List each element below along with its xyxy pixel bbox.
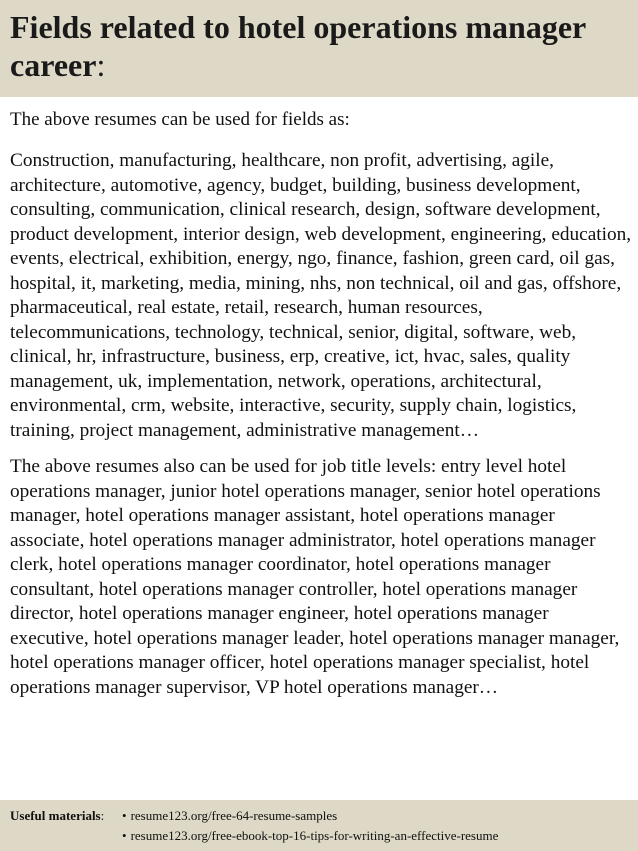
title-banner (0, 0, 638, 97)
intro-text: The above resumes can be used for fields as: (10, 109, 350, 130)
bullet-icon: • (122, 808, 127, 823)
fields-paragraph: Construction, manufacturing, healthcare, non profit, advertising, agile, architecture, automotive, agency, budget, building, business development, consulting, communication, clinical research, design, software development, product development, interior design, web development, engineering, education, events, electrical, exhibition, energy, ngo, finance, fashion, green card, oil gas, hospital, it, marketing, media, mining, nhs, non technical, oil and gas, offshore, pharmaceutical, real estate, retail, research, human resources, telecommunications, technology, technical, senior, digital, software, web, clinical, hr, infrastructure, business, erp, creative, ict, hvac, sales, quality management, uk, implementation, network, operations, architectural, environmental, crm, website, interactive, security, supply chain, logistics, training, project management, administrative management… (10, 150, 632, 441)
footer-link-2[interactable] (122, 826, 498, 846)
bullet-icon: • (122, 828, 127, 843)
footer-label-spacer (10, 826, 122, 846)
page-title-text: Fields related to hotel operations manager career (10, 9, 586, 83)
job-levels-paragraph: The above resumes also can be used for job title levels: entry level hotel operations manager, junior hotel operations manager, senior hotel operations manager, hotel operations manager assistant, hotel operations manager associate, hotel operations manager administrator, hotel operations manager clerk, hotel operations manager coordinator, hotel operations manager consultant, hotel operations manager controller, hotel operations manager director, hotel operations manager engineer, hotel operations manager executive, hotel operations manager leader, hotel operations manager manager, hotel operations manager officer, hotel operations manager specialist, hotel operations manager supervisor, VP hotel operations manager… (10, 456, 620, 698)
page-title-colon: : (96, 47, 106, 83)
page-title (10, 8, 628, 84)
footer-row-1 (10, 806, 628, 826)
main-content (10, 108, 632, 712)
footer-link-1-text[interactable]: resume123.org/free-64-resume-samples (130, 808, 338, 823)
useful-materials-label-text: Useful materials (10, 808, 101, 823)
footer-row-2 (10, 826, 628, 846)
useful-materials-label (10, 806, 122, 826)
footer-link-2-text[interactable]: resume123.org/free-ebook-top-16-tips-for-writing-an-effective-resume (130, 828, 499, 843)
useful-materials-footer (0, 800, 638, 851)
footer-link-1[interactable] (122, 806, 337, 826)
useful-materials-label-colon: : (100, 808, 105, 823)
